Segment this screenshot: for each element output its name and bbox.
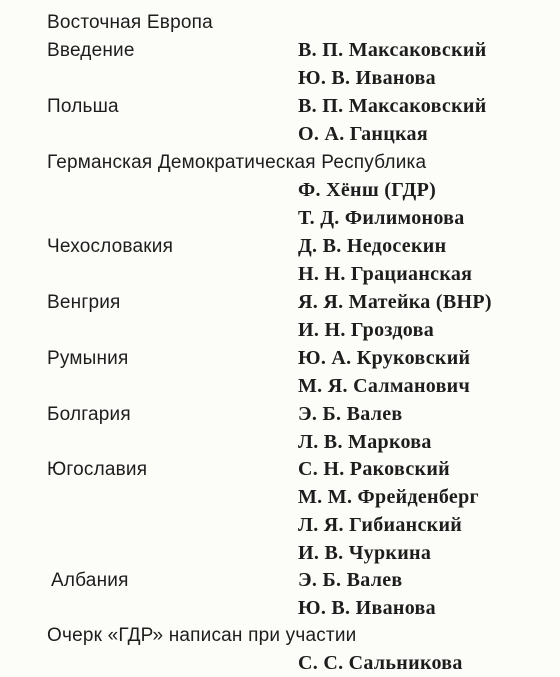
author-name: Э. Б. Валев xyxy=(298,569,403,591)
author-name: Т. Д. Филимонова xyxy=(298,207,465,229)
section-label-poland: Польша xyxy=(47,96,119,117)
author-name: О. А. Ганцкая xyxy=(298,123,428,145)
section-label-romania: Румыния xyxy=(47,348,129,369)
author-name: И. Н. Гроздова xyxy=(298,319,434,341)
author-name: Д. В. Недосекин xyxy=(298,235,447,257)
note-author: С. С. Сальникова xyxy=(298,652,463,674)
author-name: Л. В. Маркова xyxy=(298,431,432,453)
section-label-yugoslavia: Югославия xyxy=(47,459,148,480)
author-name: С. Н. Раковский xyxy=(298,458,450,480)
author-name: И. В. Чуркина xyxy=(298,542,432,564)
author-name: Ю. А. Круковский xyxy=(298,347,471,369)
note-label: Очерк «ГДР» написан при участии xyxy=(47,625,357,646)
section-label-introduction: Введение xyxy=(47,40,135,61)
section-label-gdr: Германская Демократическая Республика xyxy=(47,152,427,173)
section-label-albania: Албания xyxy=(51,570,129,591)
author-name: В. П. Максаковский xyxy=(298,39,487,61)
author-name: М. Я. Салманович xyxy=(298,375,471,397)
section-label-czechoslovakia: Чехословакия xyxy=(47,236,174,257)
author-name: М. М. Фрейденберг xyxy=(298,486,479,508)
author-name: Ф. Хёнш (ГДР) xyxy=(298,179,437,201)
page-heading: Восточная Европа xyxy=(47,12,213,33)
section-label-bulgaria: Болгария xyxy=(47,404,131,425)
author-name: Э. Б. Валев xyxy=(298,403,403,425)
author-name: В. П. Максаковский xyxy=(298,95,487,117)
author-name: Ю. В. Иванова xyxy=(298,597,436,619)
author-name: Я. Я. Матейка (ВНР) xyxy=(298,291,492,313)
author-name: Л. Я. Гибианский xyxy=(298,514,463,536)
author-name: Н. Н. Грацианская xyxy=(298,263,473,285)
section-label-hungary: Венгрия xyxy=(47,292,121,313)
author-name: Ю. В. Иванова xyxy=(298,67,436,89)
